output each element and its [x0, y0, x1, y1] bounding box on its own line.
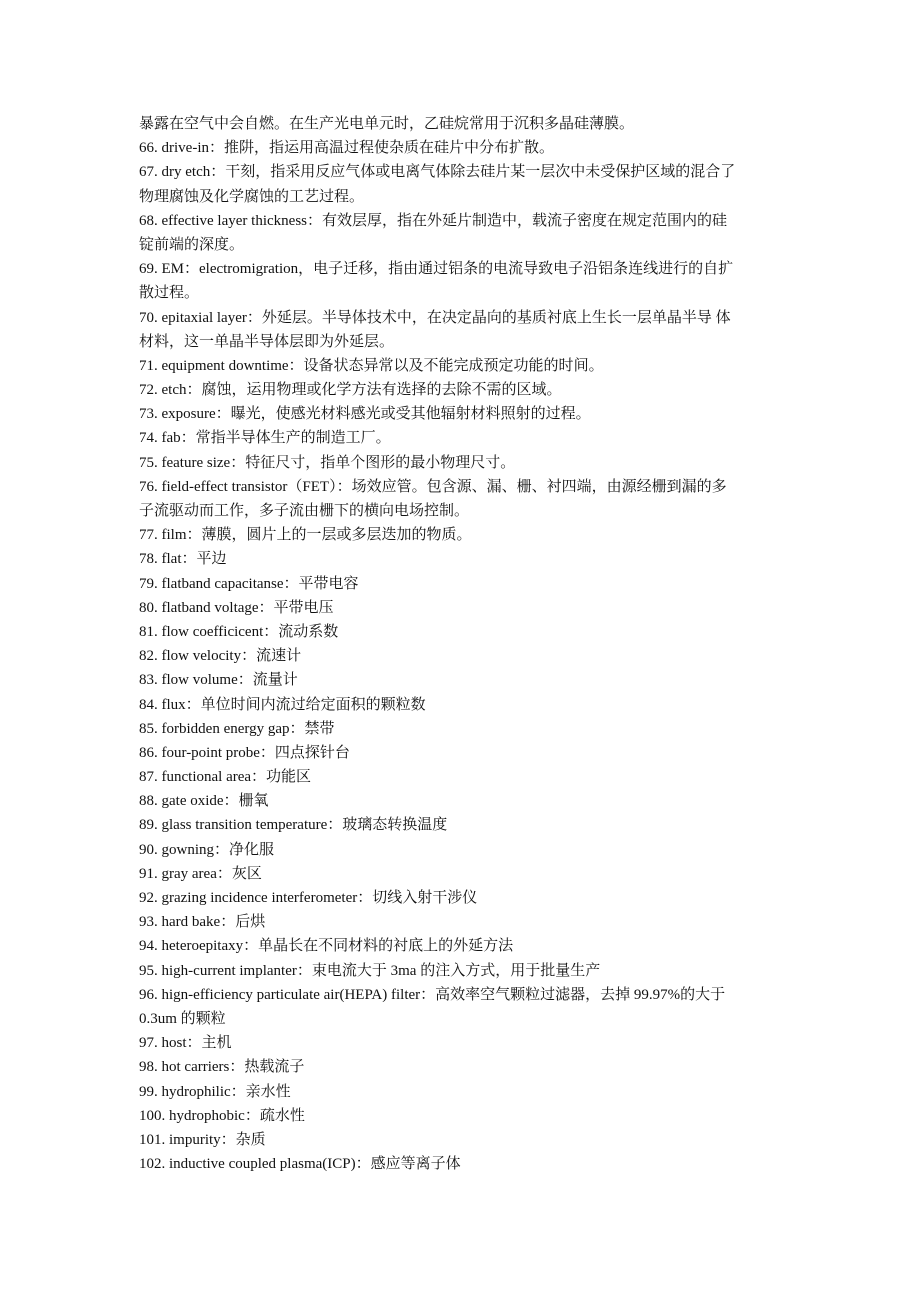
glossary-entry-70: 70. epitaxial layer：外延层。半导体技术中，在决定晶向的基质衬底上生长一层单晶半导 体 [139, 309, 731, 326]
document-page [139, 112, 789, 1176]
glossary-entry-80: 80. flatband voltage：平带电压 [139, 599, 334, 616]
glossary-entry-88: 88. gate oxide：栅氧 [139, 793, 269, 810]
glossary-entry-76: 76. field-effect transistor（FET）：场效应管。包含源、漏、栅、衬四端，由源经栅到漏的多 [139, 478, 727, 495]
glossary-entry-95: 95. high-current implanter：束电流大于 3ma 的注入方式，用于批量生产 [139, 962, 601, 979]
glossary-entry-100: 100. hydrophobic：疏水性 [139, 1107, 305, 1124]
glossary-entry-77: 77. film：薄膜，圆片上的一层或多层迭加的物质。 [139, 527, 472, 544]
glossary-entry-71: 71. equipment downtime：设备状态异常以及不能完成预定功能的时间。 [139, 357, 604, 374]
glossary-entry-68: 68. effective layer thickness：有效层厚，指在外延片制造中，载流子密度在规定范围内的硅 [139, 212, 727, 229]
text-line: 暴露在空气中会自燃。在生产光电单元时，乙硅烷常用于沉积多晶硅薄膜。 [139, 116, 635, 132]
glossary-entry-74: 74. fab：常指半导体生产的制造工厂。 [139, 430, 391, 447]
glossary-entry-94: 94. heteroepitaxy：单晶长在不同材料的衬底上的外延方法 [139, 938, 514, 955]
glossary-entry-93: 93. hard bake：后烘 [139, 914, 266, 931]
glossary-entry-70-cont: 材料，这一单晶半导体层即为外延层。 [139, 333, 395, 350]
glossary-entry-99: 99. hydrophilic：亲水性 [139, 1083, 291, 1100]
glossary-entry-82: 82. flow velocity：流速计 [139, 648, 302, 665]
glossary-entry-81: 81. flow coefficicent：流动系数 [139, 623, 339, 640]
glossary-entry-76-cont: 子流驱动而工作，多子流由栅下的横向电场控制。 [139, 503, 470, 519]
glossary-entry-102: 102. inductive coupled plasma(ICP)：感应等离子体 [139, 1156, 461, 1173]
glossary-entry-96-cont: 0.3um 的颗粒 [139, 1010, 226, 1027]
glossary-entry-97: 97. host：主机 [139, 1035, 232, 1052]
glossary-entry-79: 79. flatband capacitanse：平带电容 [139, 575, 359, 592]
glossary-entry-78: 78. flat：平边 [139, 551, 227, 568]
glossary-entry-83: 83. flow volume：流量计 [139, 672, 298, 689]
glossary-entry-101: 101. impurity：杂质 [139, 1131, 266, 1148]
glossary-entry-98: 98. hot carriers：热载流子 [139, 1059, 305, 1076]
glossary-entry-87: 87. functional area：功能区 [139, 769, 312, 786]
glossary-entry-92: 92. grazing incidence interferometer：切线入射干涉仪 [139, 890, 478, 906]
glossary-entry-66: 66. drive-in：推阱，指运用高温过程使杂质在硅片中分布扩散。 [139, 140, 554, 157]
glossary-entry-85: 85. forbidden energy gap：禁带 [139, 720, 335, 737]
glossary-entry-72: 72. etch：腐蚀，运用物理或化学方法有选择的去除不需的区域。 [139, 382, 562, 399]
glossary-entry-68-cont: 锭前端的深度。 [139, 236, 245, 253]
glossary-entry-91: 91. gray area：灰区 [139, 865, 262, 882]
glossary-entry-86: 86. four-point probe：四点探针台 [139, 744, 350, 761]
glossary-entry-69: 69. EM：electromigration，电子迁移，指由通过铝条的电流导致电子沿铝条连线进行的自扩 [139, 261, 734, 278]
glossary-entry-67: 67. dry etch：干刻，指采用反应气体或电离气体除去硅片某一层次中未受保护区域的混合了 [139, 164, 736, 181]
glossary-entry-67-cont: 物理腐蚀及化学腐蚀的工艺过程。 [139, 188, 365, 205]
glossary-entry-89: 89. glass transition temperature：玻璃态转换温度 [139, 817, 448, 834]
glossary-entry-73: 73. exposure：曝光，使感光材料感光或受其他辐射材料照射的过程。 [139, 406, 591, 423]
glossary-entry-96: 96. hign-efficiency particulate air(HEPA) filter：高效率空气颗粒过滤器，去掉 99.97%的大于 [139, 986, 726, 1003]
glossary-entry-90: 90. gowning：净化服 [139, 841, 275, 858]
glossary-entry-84: 84. flux：单位时间内流过给定面积的颗粒数 [139, 696, 426, 713]
glossary-entry-69-cont: 散过程。 [139, 285, 200, 302]
glossary-entry-75: 75. feature size：特征尺寸，指单个图形的最小物理尺寸。 [139, 454, 516, 471]
